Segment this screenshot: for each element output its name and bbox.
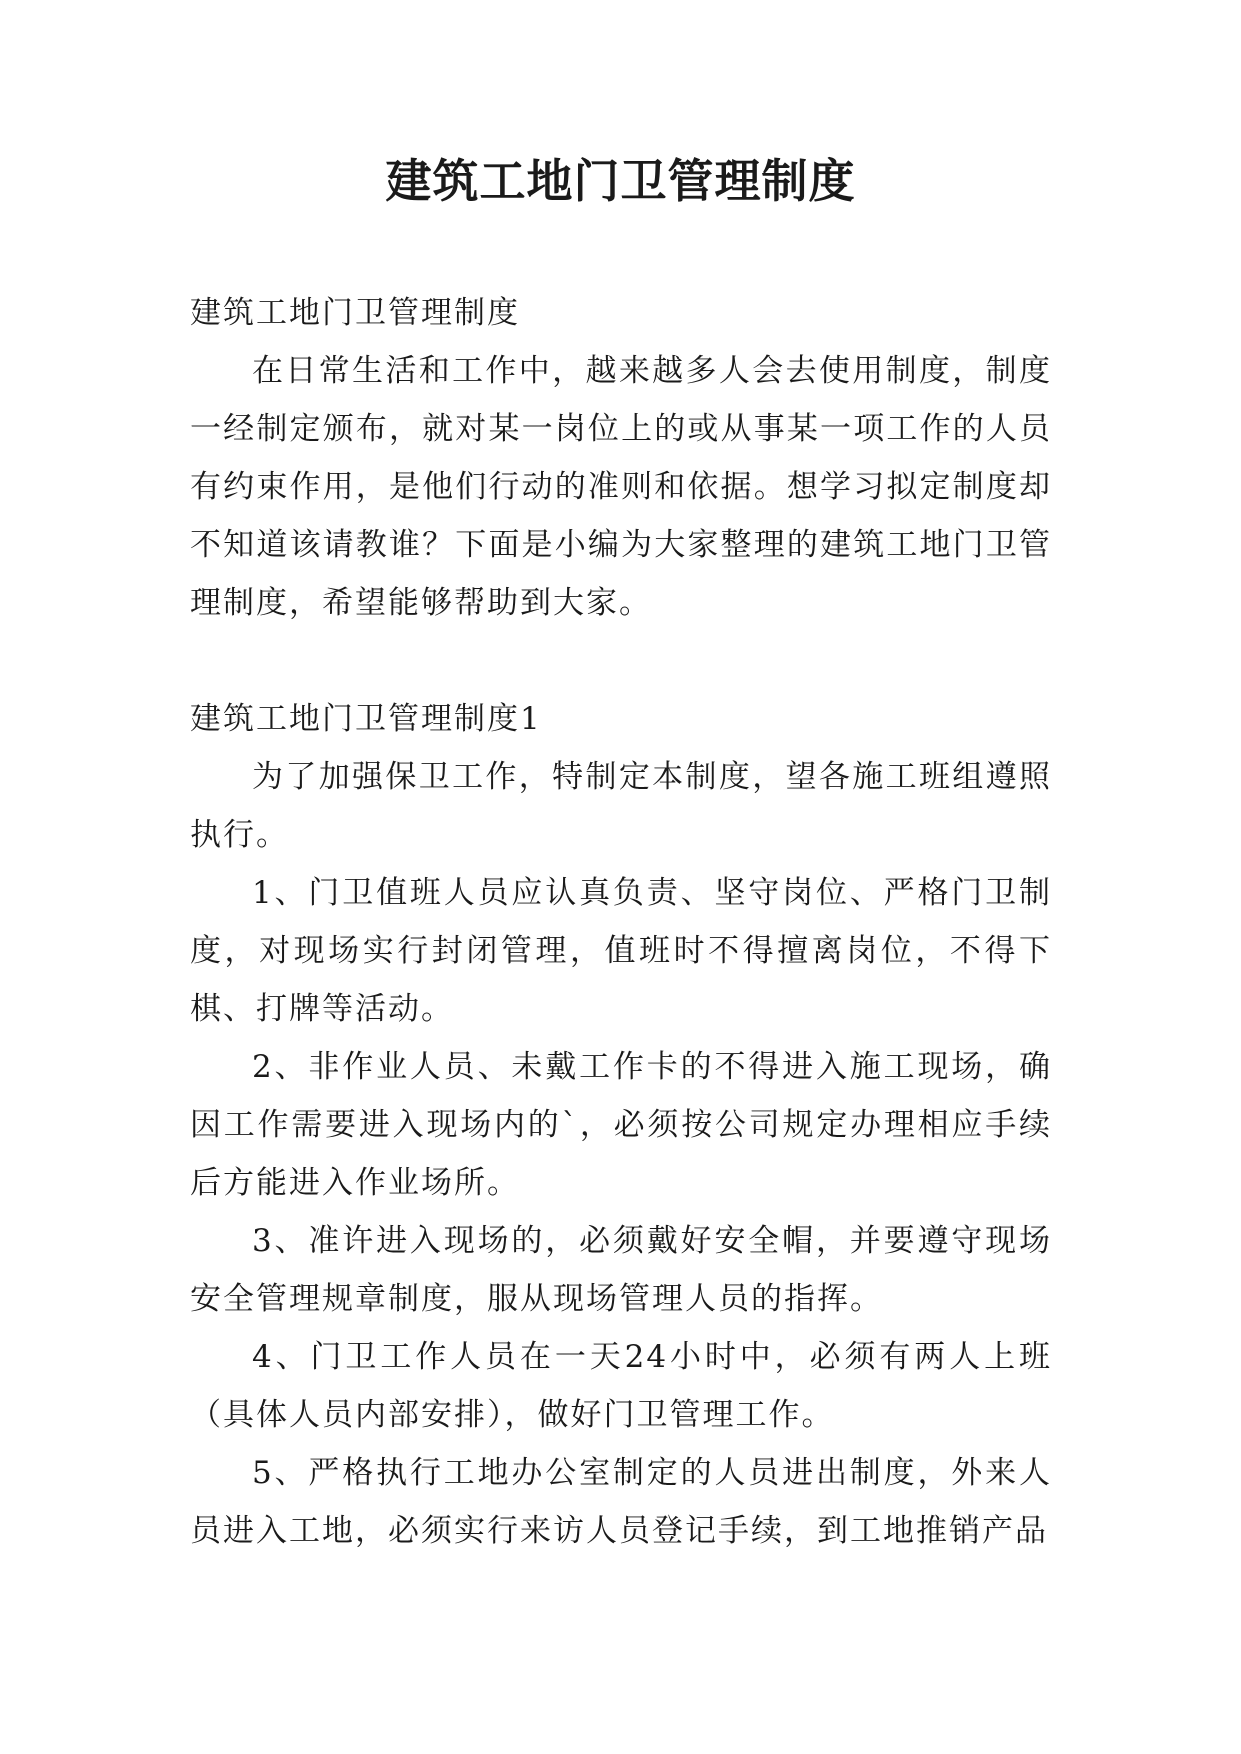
document-body — [190, 284, 1052, 1560]
rule-item-1: 1、门卫值班人员应认真负责、坚守岗位、严格门卫制度，对现场实行封闭管理，值班时不得擅离岗位，不得下棋、打牌等活动。 — [190, 875, 1052, 1027]
document-subtitle: 建筑工地门卫管理制度 — [190, 295, 520, 331]
document-title: 建筑工地门卫管理制度 — [385, 154, 856, 208]
rule-item-3: 3、准许进入现场的，必须戴好安全帽，并要遵守现场安全管理规章制度，服从现场管理人员的指挥。 — [190, 1223, 1052, 1317]
section-heading: 建筑工地门卫管理制度1 — [190, 701, 542, 737]
rule-item-2: 2、非作业人员、未戴工作卡的不得进入施工现场，确因工作需要进入现场内的`，必须按公司规定办理相应手续后方能进入作业场所。 — [190, 1049, 1052, 1201]
rule-item-4: 4、门卫工作人员在一天24小时中，必须有两人上班（具体人员内部安排），做好门卫管理工作。 — [190, 1339, 1052, 1433]
section-intro-paragraph: 为了加强保卫工作，特制定本制度，望各施工班组遵照执行。 — [190, 759, 1052, 853]
rule-item-5: 5、严格执行工地办公室制定的人员进出制度，外来人员进入工地，必须实行来访人员登记手续，到工地推销产品 — [190, 1455, 1052, 1549]
intro-paragraph: 在日常生活和工作中，越来越多人会去使用制度，制度一经制定颁布，就对某一岗位上的或从事某一项工作的人员有约束作用，是他们行动的准则和依据。想学习拟定制度却不知道该请教谁？下面是小编为大家整理的建筑工地门卫管理制度，希望能够帮助到大家。 — [190, 353, 1052, 621]
